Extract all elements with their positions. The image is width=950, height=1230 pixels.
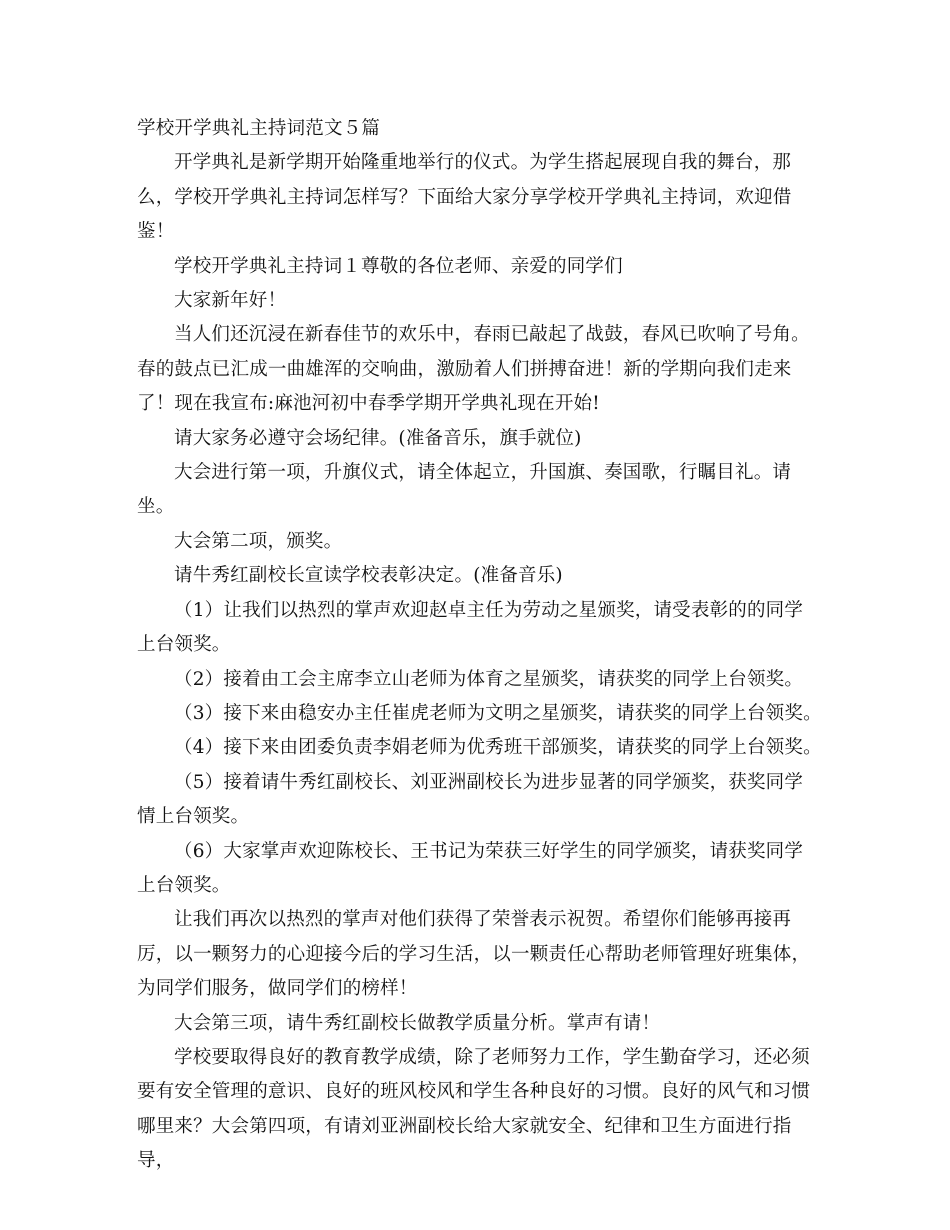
paragraph-speech-heading: 学校开学典礼主持词１尊敬的各位老师、亲爱的同学们: [174, 255, 623, 277]
paragraph-intro: 开学典礼是新学期开始隆重地举行的仪式。为学生搭起展现自我的舞台，那么，学校开学典礼主持词怎样写？下面给大家分享学校开学典礼主持词，欢迎借鉴！: [137, 152, 792, 243]
paragraph-greeting: 大家新年好！: [174, 290, 287, 312]
paragraph-award-4: （4）接下来由团委负责李娟老师为优秀班干部颁奖，请获奖的同学上台领奖。: [174, 737, 822, 759]
paragraph-award-5: （5）接着请牛秀红副校长、刘亚洲副校长为进步显著的同学颁奖，获奖同学情上台领奖。: [137, 771, 804, 828]
paragraph-quality-analysis: 大会第三项，请牛秀红副校长做教学质量分析。掌声有请！: [174, 1012, 661, 1034]
paragraph-opening: 当人们还沉浸在新春佳节的欢乐中，春雨已敲起了战鼓，春风已吹响了号角。春的鼓点已汇成一曲雄浑的交响曲，激励着人们拼搏奋进！新的学期向我们走来了！现在我宣布:麻池河初中春季学期开学典礼现在开始!: [137, 324, 810, 415]
paragraph-commendation: 请牛秀红副校长宣读学校表彰决定。(准备音乐): [174, 565, 563, 587]
document-title: 学校开学典礼主持词范文５篇: [137, 118, 381, 139]
paragraph-awards: 大会第二项，颁奖。: [174, 530, 343, 552]
paragraph-congratulations: 让我们再次以热烈的掌声对他们获得了荣誉表示祝贺。希望你们能够再接再厉，以一颗努力的心迎接今后的学习生活，以一颗责任心帮助老师管理好班集体，为同学们服务，做同学们的榜样！: [137, 909, 811, 1000]
document-body: [137, 112, 827, 1179]
paragraph-award-6: （6）大家掌声欢迎陈校长、王书记为荣获三好学生的同学颁奖，请获奖同学上台领奖。: [137, 840, 804, 896]
paragraph-award-2: （2）接着由工会主席李立山老师为体育之星颁奖，请获奖的同学上台领奖。: [174, 668, 804, 690]
paragraph-flag-ceremony: 大会进行第一项，升旗仪式，请全体起立，升国旗、奏国歌，行瞩目礼。请坐。: [137, 462, 792, 518]
paragraph-award-3: （3）接下来由稳安办主任崔虎老师为文明之星颁奖，请获奖的同学上台领奖。: [174, 702, 822, 724]
paragraph-discipline: 请大家务必遵守会场纪律。(准备音乐，旗手就位): [174, 427, 582, 449]
paragraph-safety-guidance: 学校要取得良好的教育教学成绩，除了老师努力工作，学生勤奋学习，还必须要有安全管理的意识、良好的班风校风和学生各种良好的习惯。良好的风气和习惯哪里来？大会第四项，有请刘亚洲副校长给大家就安全、纪律和卫生方面进行指导，: [137, 1046, 811, 1172]
paragraph-award-1: （1）让我们以热烈的掌声欢迎赵卓主任为劳动之星颁奖，请受表彰的的同学上台领奖。: [137, 599, 804, 656]
